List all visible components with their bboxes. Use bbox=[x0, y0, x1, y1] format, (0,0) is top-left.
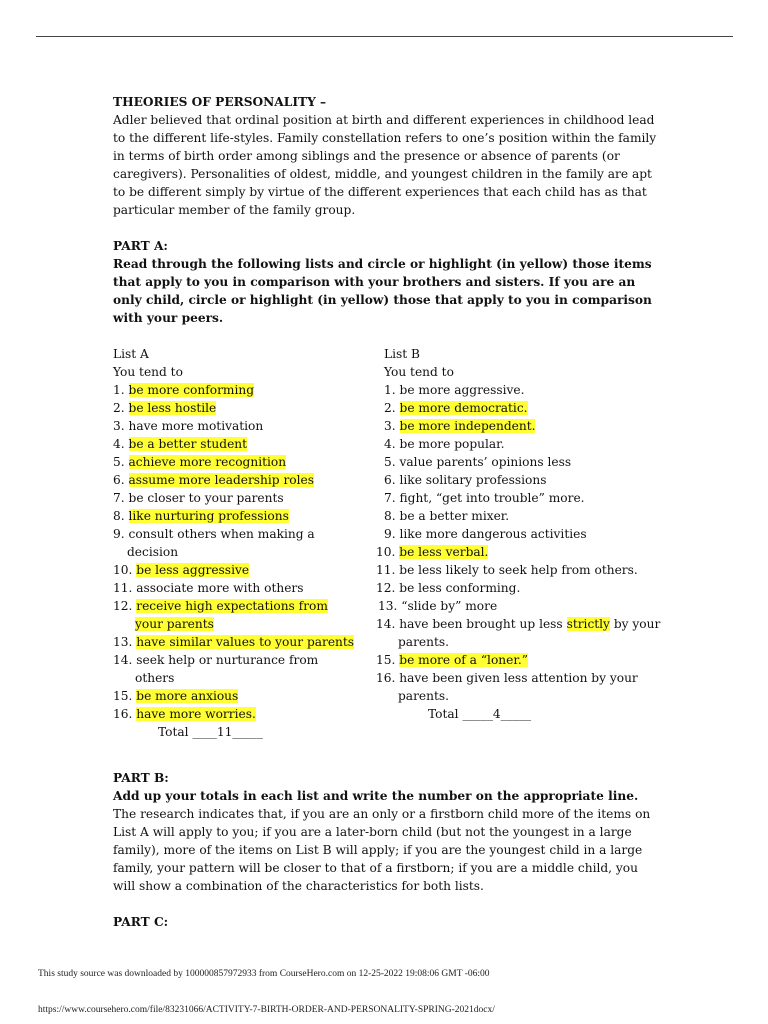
highlighted-text: be a better student bbox=[128, 437, 248, 451]
list-a-item bbox=[113, 561, 363, 579]
list-a-lead: You tend to bbox=[113, 365, 183, 379]
list-a-item bbox=[113, 417, 363, 435]
list-a bbox=[113, 345, 363, 741]
header-rule bbox=[36, 36, 733, 37]
item-number: 10. bbox=[376, 545, 396, 559]
item-number: 2. bbox=[113, 401, 125, 415]
item-number: 9. bbox=[384, 527, 396, 541]
item-number: 6. bbox=[384, 473, 396, 487]
list-a-item bbox=[113, 651, 363, 669]
highlighted-text: assume more leadership roles bbox=[128, 473, 315, 487]
list-b-item bbox=[376, 615, 674, 633]
list-b-item bbox=[384, 525, 674, 543]
item-number: 3. bbox=[384, 419, 396, 433]
item-number: 4. bbox=[113, 437, 125, 451]
list-b-item bbox=[384, 453, 674, 471]
list-a-item bbox=[113, 489, 363, 507]
item-text: be more aggressive. bbox=[399, 383, 525, 397]
list-a-item-continuation: decision bbox=[127, 545, 179, 559]
item-number: 4. bbox=[384, 437, 396, 451]
highlighted-text: receive high expectations from bbox=[136, 599, 328, 613]
highlighted-text: like nurturing professions bbox=[128, 509, 289, 523]
item-text: be a better mixer. bbox=[399, 509, 510, 523]
doc-title: THEORIES OF PERSONALITY – bbox=[113, 95, 327, 109]
item-text: like more dangerous activities bbox=[399, 527, 587, 541]
list-b-item bbox=[376, 651, 674, 669]
list-b-item bbox=[384, 435, 674, 453]
highlighted-text: be more democratic. bbox=[399, 401, 528, 415]
item-text: by your bbox=[609, 617, 661, 631]
part-b-instructions: Add up your totals in each list and write the number on the appropriate line. bbox=[113, 789, 639, 803]
item-text: associate more with others bbox=[136, 581, 304, 595]
list-a-item bbox=[113, 705, 363, 723]
item-number: 8. bbox=[384, 509, 396, 523]
item-number: 14. bbox=[113, 653, 133, 667]
item-number: 6. bbox=[113, 473, 125, 487]
item-number: 16. bbox=[113, 707, 133, 721]
list-b-item bbox=[376, 561, 674, 579]
item-number: 1. bbox=[113, 383, 125, 397]
item-number: 2. bbox=[384, 401, 396, 415]
list-a-item bbox=[113, 633, 363, 651]
list-b-item-continuation: parents. bbox=[398, 689, 449, 703]
list-b-lead: You tend to bbox=[384, 365, 454, 379]
list-b-item bbox=[376, 579, 674, 597]
lists-container bbox=[113, 345, 661, 739]
item-number: 12. bbox=[376, 581, 396, 595]
list-b-item bbox=[384, 489, 674, 507]
intro-paragraph: Adler believed that ordinal position at birth and different experiences in childhood lead to the different life-styles. Family constellation refers to one’s position within the family in terms of birth order among siblings and the presence or absence of parents (or caregivers). Personalities of oldest, middle, and youngest children in the family are apt to be different simply by virtue of the different experiences that each child has as that particular member of the family group. bbox=[113, 113, 657, 217]
item-number: 11. bbox=[113, 581, 133, 595]
item-text: consult others when making a bbox=[128, 527, 315, 541]
highlighted-text: have more worries. bbox=[136, 707, 256, 721]
item-text: have been given less attention by your bbox=[399, 671, 638, 685]
item-number: 3. bbox=[113, 419, 125, 433]
source-url: https://www.coursehero.com/file/83231066/ACTIVITY-7-BIRTH-ORDER-AND-PERSONALITY-SPRING-2021docx/ bbox=[38, 1005, 495, 1015]
item-number: 16. bbox=[376, 671, 396, 685]
highlighted-text: your parents bbox=[135, 617, 214, 631]
highlighted-text: be more anxious bbox=[136, 689, 239, 703]
list-b-item bbox=[378, 597, 674, 615]
part-b-heading: PART B: bbox=[113, 771, 169, 785]
item-number: 14. bbox=[376, 617, 396, 631]
highlighted-text: strictly bbox=[566, 617, 610, 631]
item-number: 10. bbox=[113, 563, 133, 577]
list-b-item bbox=[376, 669, 674, 687]
item-text: value parents’ opinions less bbox=[399, 455, 572, 469]
item-text: be more popular. bbox=[399, 437, 505, 451]
part-b-body: The research indicates that, if you are an only or a firstborn child more of the items on List A will apply to you; if you are a later-born child (but not the youngest in a large family), more of the items on List B will apply; if you are the youngest child in a large family, your pattern will be closer to that of a firstborn; if you are a middle child, you will show a combination of the characteristics for both lists. bbox=[113, 807, 651, 893]
item-number: 7. bbox=[384, 491, 396, 505]
item-number: 15. bbox=[376, 653, 396, 667]
highlighted-text: be less hostile bbox=[128, 401, 217, 415]
list-a-item bbox=[113, 381, 363, 399]
item-text: be less likely to seek help from others. bbox=[399, 563, 638, 577]
highlighted-text: be less verbal. bbox=[399, 545, 489, 559]
highlighted-text: be less aggressive bbox=[136, 563, 250, 577]
list-b-title: List B bbox=[384, 347, 420, 361]
list-a-item bbox=[113, 435, 363, 453]
list-a-item bbox=[113, 597, 363, 615]
list-a-item-continuation: others bbox=[135, 671, 175, 685]
list-b-item bbox=[384, 507, 674, 525]
list-a-item bbox=[113, 453, 363, 471]
highlighted-text: be more conforming bbox=[128, 383, 255, 397]
list-a-item bbox=[113, 471, 363, 489]
item-number: 13. bbox=[378, 599, 398, 613]
item-text: be closer to your parents bbox=[128, 491, 284, 505]
highlighted-text: have similar values to your parents bbox=[136, 635, 355, 649]
list-b-item bbox=[384, 399, 674, 417]
highlighted-text: be more of a “loner.” bbox=[399, 653, 528, 667]
highlighted-text: achieve more recognition bbox=[128, 455, 287, 469]
highlighted-text: be more independent. bbox=[399, 419, 536, 433]
list-a-item bbox=[113, 507, 363, 525]
item-text: have more motivation bbox=[128, 419, 264, 433]
list-a-item bbox=[113, 579, 363, 597]
item-number: 13. bbox=[113, 635, 133, 649]
document-body bbox=[113, 93, 661, 931]
list-a-item-continuation bbox=[113, 615, 363, 633]
item-number: 9. bbox=[113, 527, 125, 541]
part-c-heading: PART C: bbox=[113, 915, 169, 929]
item-text: fight, “get into trouble” more. bbox=[399, 491, 585, 505]
list-a-item bbox=[113, 525, 363, 543]
item-number: 8. bbox=[113, 509, 125, 523]
item-number: 7. bbox=[113, 491, 125, 505]
item-number: 5. bbox=[384, 455, 396, 469]
item-number: 1. bbox=[384, 383, 396, 397]
part-a-instructions: Read through the following lists and circle or highlight (in yellow) those items that apply to you in comparison with your brothers and sisters. If you are an only child, circle or highlight (in yellow) those that apply to you in comparison with your peers. bbox=[113, 257, 652, 325]
item-text: be less conforming. bbox=[399, 581, 521, 595]
source-footer: This study source was downloaded by 100000857972933 from CourseHero.com on 12-25-2022 19:08:06 GMT -06:00 bbox=[38, 969, 490, 979]
item-text: have been brought up less bbox=[399, 617, 567, 631]
item-text: seek help or nurturance from bbox=[136, 653, 319, 667]
list-a-item bbox=[113, 687, 363, 705]
list-a-total: Total ____11_____ bbox=[158, 725, 263, 739]
list-b-item bbox=[384, 381, 674, 399]
list-a-item bbox=[113, 399, 363, 417]
list-b bbox=[376, 345, 674, 723]
list-b-item bbox=[376, 543, 674, 561]
item-number: 15. bbox=[113, 689, 133, 703]
list-b-item bbox=[384, 471, 674, 489]
list-a-title: List A bbox=[113, 347, 149, 361]
item-text: “slide by” more bbox=[401, 599, 498, 613]
item-text: like solitary professions bbox=[399, 473, 547, 487]
item-number: 5. bbox=[113, 455, 125, 469]
list-b-item-continuation: parents. bbox=[398, 635, 449, 649]
list-b-item bbox=[384, 417, 674, 435]
part-a-heading: PART A: bbox=[113, 239, 168, 253]
list-b-total: Total _____4_____ bbox=[428, 707, 532, 721]
item-number: 12. bbox=[113, 599, 133, 613]
item-number: 11. bbox=[376, 563, 396, 577]
